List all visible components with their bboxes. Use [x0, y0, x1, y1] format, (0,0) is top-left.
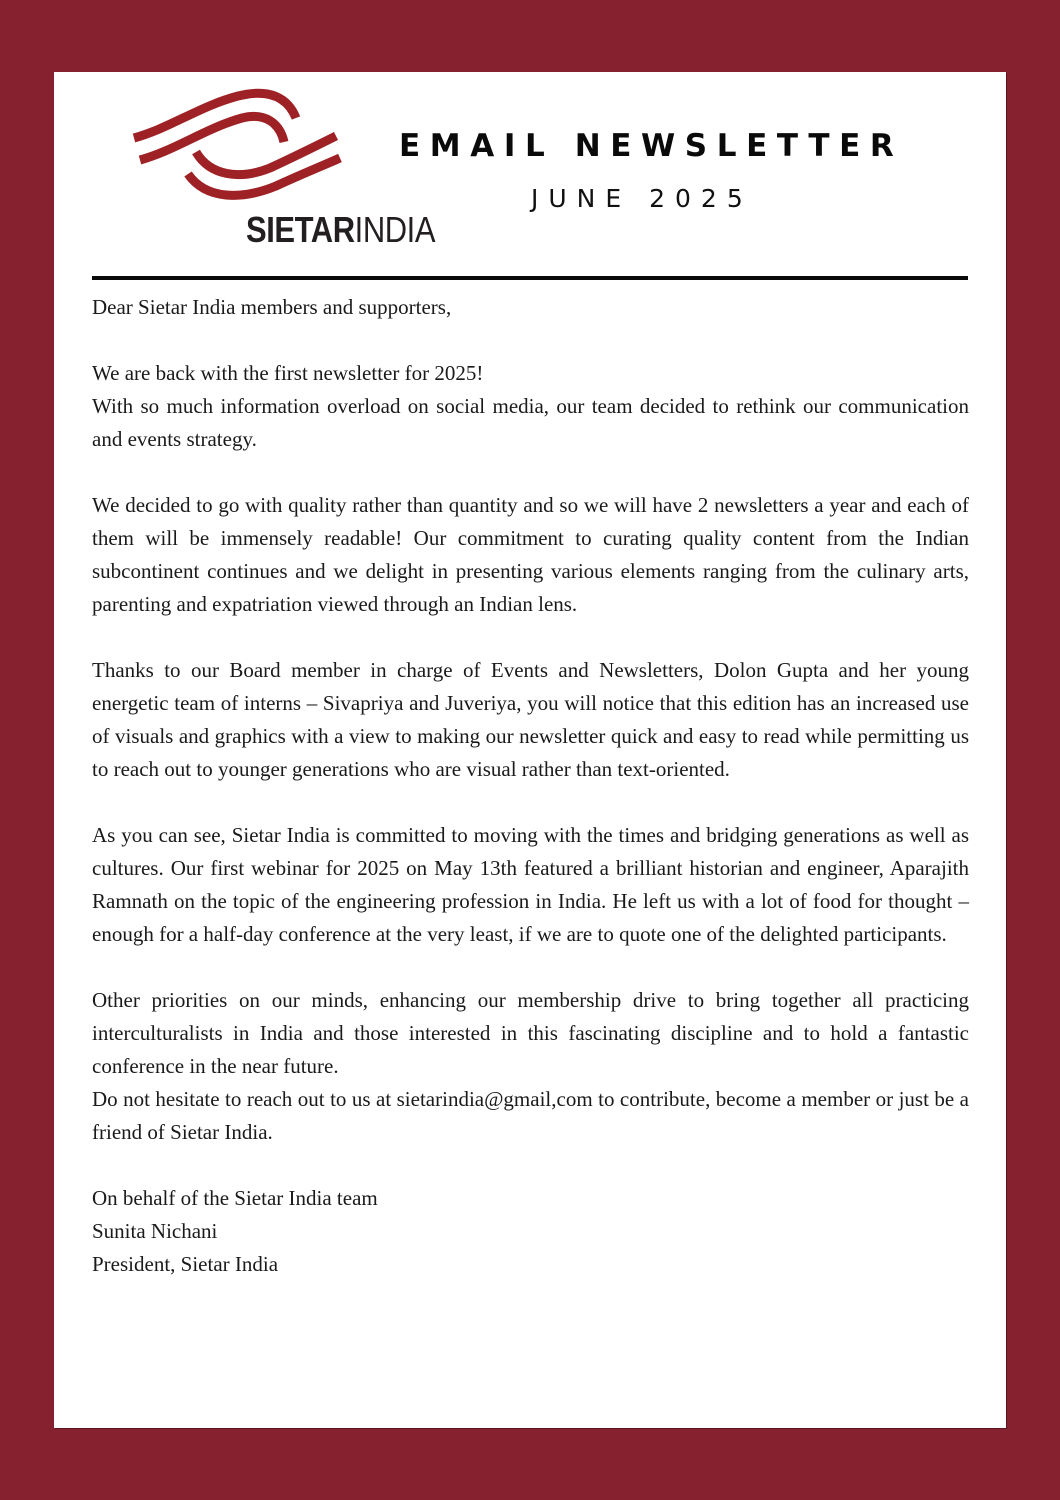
- letter-paragraph: [92, 819, 969, 951]
- newsletter-title: EMAIL NEWSLETTER: [399, 128, 904, 164]
- letter-paragraph: [92, 357, 969, 456]
- paragraph-line: Thanks to our Board member in charge of Events and Newsletters, Dolon Gupta and her young energetic team of interns – Sivapriya and Juveriya, you will notice that this edition has an increased use of visuals and graphics with a view to making our newsletter quick and easy to read while permitting us to reach out to younger generations who are visual rather than text-oriented.: [92, 658, 969, 781]
- newsletter-date: JUNE 2025: [531, 184, 753, 213]
- signoff-role: President, Sietar India: [92, 1252, 279, 1276]
- paragraph-line: With so much information overload on social media, our team decided to rethink our communication and events strategy.: [92, 394, 969, 451]
- logo-wordmark-bold: SIETAR: [246, 209, 355, 250]
- paragraph-line: Do not hesitate to reach out to us at sietarindia@gmail,com to contribute, become a member or just be a friend of Sietar India.: [92, 1087, 969, 1144]
- paragraph-line: As you can see, Sietar India is committed to moving with the times and bridging generations as well as cultures. Our first webinar for 2025 on May 13th featured a brilliant historian and engineer, Aparajith Ramnath on the topic of the engineering profession in India. He left us with a lot of food for thought – enough for a half-day conference at the very least, if we are to quote one of the delighted participants.: [92, 823, 969, 946]
- letter-paragraph: [92, 984, 969, 1149]
- signoff-name: Sunita Nichani: [92, 1219, 218, 1243]
- paragraph-line: We decided to go with quality rather than quantity and so we will have 2 newsletters a year and each of them will be immensely readable! Our commitment to curating quality content from the Indian subcontinent continues and we delight in presenting various elements ranging from the culinary arts, parenting and expatriation viewed through an Indian lens.: [92, 493, 969, 616]
- signoff-closing: On behalf of the Sietar India team: [92, 1186, 378, 1210]
- paragraph-line: We are back with the first newsletter for 2025!: [92, 361, 484, 385]
- letter-greeting: Dear Sietar India members and supporters,: [92, 295, 452, 319]
- letter-paragraph: [92, 489, 969, 621]
- header-divider: [92, 276, 968, 280]
- logo-wordmark: [246, 209, 435, 251]
- sietar-waves-icon: [130, 84, 350, 204]
- letter-paragraph: [92, 654, 969, 786]
- newsletter-card: [54, 72, 1006, 1428]
- sietar-india-logo: [130, 84, 436, 250]
- letter-body: [92, 291, 969, 1314]
- letter-signoff: [92, 1182, 969, 1281]
- logo-wordmark-light: INDIA: [354, 209, 436, 250]
- paragraph-line: Other priorities on our minds, enhancing our membership drive to bring together all practicing interculturalists in India and those interested in this fascinating discipline and to hold a fantastic conference in the near future.: [92, 988, 969, 1078]
